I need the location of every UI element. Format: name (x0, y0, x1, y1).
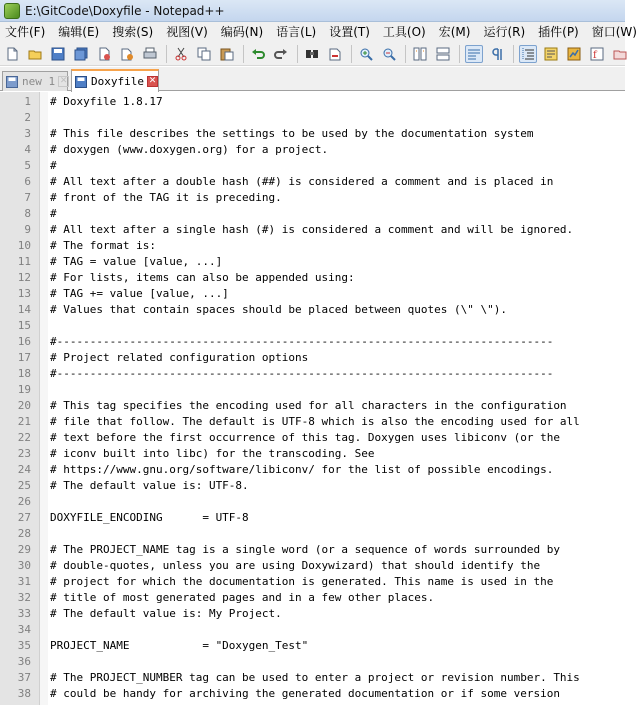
saved-file-icon (6, 76, 18, 88)
editor-line (0, 670, 625, 686)
line-number: 27 (17, 511, 31, 524)
line-text: PROJECT_NAME = "Doxygen_Test" (50, 639, 309, 652)
line-number: 31 (17, 575, 31, 588)
line-number: 13 (17, 287, 31, 300)
line-number: 17 (17, 351, 31, 364)
close-icon[interactable]: ✕ (59, 76, 68, 86)
sync-vertical-icon[interactable] (411, 45, 429, 63)
menu-item[interactable]: 搜索(S) (112, 25, 154, 39)
saved-file-icon (75, 76, 87, 88)
editor-line (0, 206, 625, 222)
line-text: # The format is: (50, 239, 156, 252)
editor-line (0, 510, 625, 526)
sync-horizontal-icon[interactable] (434, 45, 452, 63)
menu-item[interactable]: 窗口(W) (591, 25, 637, 39)
line-number: 32 (17, 591, 31, 604)
title-bar (0, 0, 625, 22)
line-number: 4 (24, 143, 31, 156)
editor-line (0, 494, 625, 510)
line-number: 2 (24, 111, 31, 124)
editor-line (0, 654, 625, 670)
line-number: 36 (17, 655, 31, 668)
line-number: 33 (17, 607, 31, 620)
tab-label: new 1 (22, 75, 56, 88)
line-text: # (50, 159, 57, 172)
menu-item[interactable]: 宏(M) (438, 25, 471, 39)
editor-line (0, 606, 625, 622)
line-text: # https://www.gnu.org/software/libiconv/ for the list of possible encodings. (50, 463, 554, 476)
line-text: # All text after a double hash (##) is considered a comment and is placed in (50, 175, 554, 188)
line-number: 12 (17, 271, 31, 284)
line-number: 8 (24, 207, 31, 220)
line-number: 30 (17, 559, 31, 572)
line-number: 3 (24, 127, 31, 140)
menu-item[interactable]: 视图(V) (166, 25, 208, 39)
save-all-icon[interactable] (72, 45, 90, 63)
line-text: # For lists, items can also be appended using: (50, 271, 355, 284)
editor-line (0, 238, 625, 254)
line-number: 37 (17, 671, 31, 684)
editor-line (0, 158, 625, 174)
text-editor[interactable] (0, 92, 625, 705)
menu-item[interactable]: 插件(P) (538, 25, 579, 39)
line-number: 16 (17, 335, 31, 348)
editor-line (0, 366, 625, 382)
editor-line (0, 638, 625, 654)
zoom-out-icon[interactable] (380, 45, 398, 63)
notepad-plus-plus-icon (4, 3, 20, 19)
line-number: 21 (17, 415, 31, 428)
editor-line (0, 430, 625, 446)
line-number: 9 (24, 223, 31, 236)
paste-icon[interactable] (218, 45, 236, 63)
editor-line (0, 462, 625, 478)
line-text: # project for which the documentation is generated. This name is used in the (50, 575, 554, 588)
editor-line (0, 174, 625, 190)
function-list-icon[interactable] (588, 45, 606, 63)
menu-item[interactable]: 编辑(E) (58, 25, 100, 39)
save-icon[interactable] (49, 45, 67, 63)
toolbar-separator (351, 45, 352, 63)
line-text: DOXYFILE_ENCODING = UTF-8 (50, 511, 249, 524)
editor-line (0, 526, 625, 542)
editor-line (0, 126, 625, 142)
line-number: 19 (17, 383, 31, 396)
editor-line (0, 382, 625, 398)
doc-map-icon[interactable] (565, 45, 583, 63)
line-text: # iconv built into libc) for the transcoding. See (50, 447, 375, 460)
line-number: 38 (17, 687, 31, 700)
line-number: 10 (17, 239, 31, 252)
tab-doxyfile[interactable] (71, 69, 159, 92)
line-text: # TAG += value [value, ...] (50, 287, 229, 300)
editor-line (0, 222, 625, 238)
redo-icon[interactable] (272, 45, 290, 63)
toolbar-separator (459, 45, 460, 63)
show-all-chars-icon[interactable] (488, 45, 506, 63)
open-file-icon[interactable] (26, 45, 44, 63)
line-text: # text before the first occurrence of this tag. Doxygen uses libiconv (or the (50, 431, 560, 444)
menu-bar (0, 22, 637, 42)
editor-line (0, 254, 625, 270)
folder-workspace-icon[interactable] (611, 45, 629, 63)
window-title: E:\GitCode\Doxyfile - Notepad++ (25, 3, 225, 18)
line-text: # The PROJECT_NUMBER tag can be used to enter a project or revision number. This (50, 671, 580, 684)
editor-line (0, 334, 625, 350)
toolbar-separator (513, 45, 514, 63)
line-text: # The default value is: UTF-8. (50, 479, 249, 492)
close-all-icon[interactable] (118, 45, 136, 63)
editor-line (0, 446, 625, 462)
indent-guide-icon[interactable] (519, 45, 537, 63)
line-text: # title of most generated pages and in a few other places. (50, 591, 435, 604)
toolbar (0, 42, 625, 66)
line-text: # Values that contain spaces should be placed between quotes (\" \"). (50, 303, 507, 316)
menu-item[interactable]: 工具(O) (382, 25, 426, 39)
close-icon[interactable] (95, 45, 113, 63)
menu-item[interactable]: 文件(F) (5, 25, 46, 39)
editor-line (0, 302, 625, 318)
line-text: # This file describes the settings to be used by the documentation system (50, 127, 534, 140)
editor-line (0, 542, 625, 558)
line-number: 11 (17, 255, 31, 268)
editor-line (0, 398, 625, 414)
line-text: # file that follow. The default is UTF-8 which is also the encoding used for all (50, 415, 580, 428)
menu-item[interactable]: 运行(R) (483, 25, 526, 39)
line-text: # The PROJECT_NAME tag is a single word (or a sequence of words surrounded by (50, 543, 560, 556)
line-number: 7 (24, 191, 31, 204)
editor-line (0, 478, 625, 494)
tab-bar (0, 67, 625, 91)
line-number: 23 (17, 447, 31, 460)
editor-line (0, 350, 625, 366)
editor-line (0, 558, 625, 574)
line-text: # TAG = value [value, ...] (50, 255, 223, 268)
cut-icon[interactable] (172, 45, 190, 63)
toolbar-separator (243, 45, 244, 63)
editor-line (0, 574, 625, 590)
line-text: # doxygen (www.doxygen.org) for a project. (50, 143, 329, 156)
line-text: # All text after a single hash (#) is considered a comment and will be ignored. (50, 223, 574, 236)
print-icon[interactable] (141, 45, 159, 63)
editor-line (0, 286, 625, 302)
line-text: # Project related configuration options (50, 351, 309, 364)
line-number: 14 (17, 303, 31, 316)
editor-line (0, 318, 625, 334)
zoom-in-icon[interactable] (357, 45, 375, 63)
line-text: # (50, 207, 57, 220)
line-text: # This tag specifies the encoding used for all characters in the configuration (50, 399, 567, 412)
editor-line (0, 94, 625, 110)
menu-item[interactable]: 语言(L) (276, 25, 317, 39)
line-number: 20 (17, 399, 31, 412)
line-text: # could be handy for archiving the generated documentation or if some version (50, 687, 560, 700)
close-icon[interactable]: ✕ (148, 76, 157, 86)
line-number: 5 (24, 159, 31, 172)
undo-icon[interactable] (249, 45, 267, 63)
word-wrap-icon[interactable] (465, 45, 483, 63)
new-file-icon[interactable] (3, 45, 21, 63)
replace-icon[interactable] (326, 45, 344, 63)
toolbar-separator (405, 45, 406, 63)
line-number: 22 (17, 431, 31, 444)
editor-line (0, 270, 625, 286)
editor-line (0, 110, 625, 126)
line-number: 6 (24, 175, 31, 188)
line-number: 28 (17, 527, 31, 540)
editor-line (0, 142, 625, 158)
editor-line (0, 686, 625, 702)
line-text: # front of the TAG it is preceding. (50, 191, 282, 204)
menu-item[interactable]: 设置(T) (329, 25, 370, 39)
line-number: 35 (17, 639, 31, 652)
tab-label: Doxyfile (91, 75, 144, 88)
editor-line (0, 622, 625, 638)
editor-line (0, 590, 625, 606)
line-text: # double-quotes, unless you are using Doxywizard) that should identify the (50, 559, 541, 572)
user-lang-icon[interactable] (542, 45, 560, 63)
toolbar-separator (297, 45, 298, 63)
find-icon[interactable] (303, 45, 321, 63)
menu-item[interactable]: 编码(N) (220, 25, 264, 39)
line-text: #--------------------------------------------------------------------------- (50, 367, 554, 380)
line-number: 24 (17, 463, 31, 476)
svg-text:f: f (593, 49, 597, 61)
toolbar-separator (166, 45, 167, 63)
line-number: 1 (24, 95, 31, 108)
line-number: 25 (17, 479, 31, 492)
tab-new-1[interactable] (2, 71, 68, 91)
editor-line (0, 414, 625, 430)
editor-line (0, 190, 625, 206)
line-text: #--------------------------------------------------------------------------- (50, 335, 554, 348)
line-number: 26 (17, 495, 31, 508)
line-text: # The default value is: My Project. (50, 607, 282, 620)
line-number: 15 (17, 319, 31, 332)
line-number: 29 (17, 543, 31, 556)
copy-icon[interactable] (195, 45, 213, 63)
line-text: # Doxyfile 1.8.17 (50, 95, 163, 108)
line-number: 34 (17, 623, 31, 636)
line-number: 18 (17, 367, 31, 380)
